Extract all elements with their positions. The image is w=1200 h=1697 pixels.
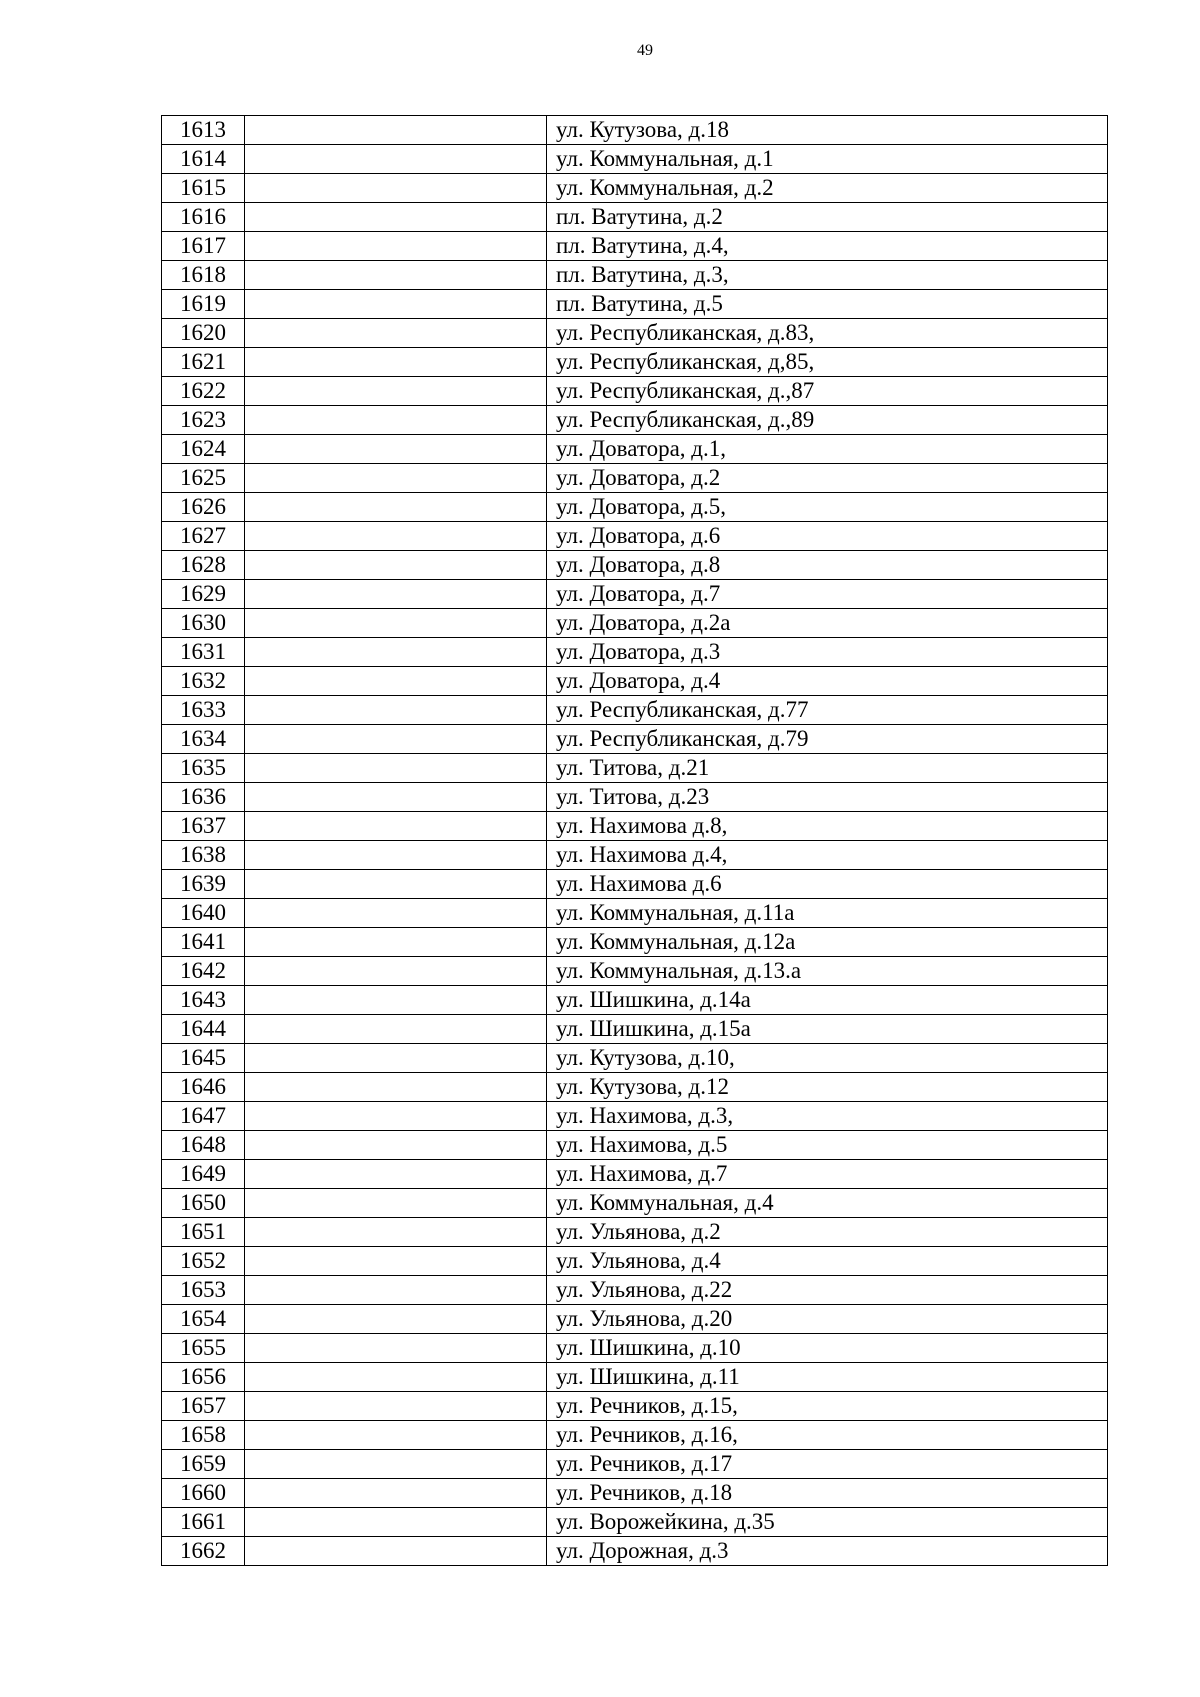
table-row: [162, 203, 1108, 232]
address-cell: ул. Доватора, д.1,: [547, 435, 1108, 464]
row-number-cell: 1648: [162, 1131, 245, 1160]
address-cell: ул. Титова, д.23: [547, 783, 1108, 812]
table-row: [162, 319, 1108, 348]
row-number-cell: 1613: [162, 116, 245, 145]
blank-cell: [245, 609, 547, 638]
blank-cell: [245, 1508, 547, 1537]
table-row: [162, 1537, 1108, 1566]
row-number-cell: 1636: [162, 783, 245, 812]
address-cell: ул. Ульянова, д.2: [547, 1218, 1108, 1247]
address-cell: ул. Коммунальная, д.4: [547, 1189, 1108, 1218]
blank-cell: [245, 1015, 547, 1044]
blank-cell: [245, 1363, 547, 1392]
address-cell: ул. Ворожейкина, д.35: [547, 1508, 1108, 1537]
address-cell: ул. Нахимова д.4,: [547, 841, 1108, 870]
row-number-cell: 1661: [162, 1508, 245, 1537]
blank-cell: [245, 1421, 547, 1450]
row-number-cell: 1653: [162, 1276, 245, 1305]
table-row: [162, 1247, 1108, 1276]
address-cell: ул. Республиканская, д.,89: [547, 406, 1108, 435]
blank-cell: [245, 1160, 547, 1189]
table-row: [162, 1450, 1108, 1479]
row-number-cell: 1640: [162, 899, 245, 928]
table-row: [162, 348, 1108, 377]
table-row: [162, 928, 1108, 957]
table-row: [162, 696, 1108, 725]
address-cell: ул. Доватора, д.6: [547, 522, 1108, 551]
row-number-cell: 1629: [162, 580, 245, 609]
table-row: [162, 464, 1108, 493]
row-number-cell: 1634: [162, 725, 245, 754]
blank-cell: [245, 319, 547, 348]
row-number-cell: 1615: [162, 174, 245, 203]
row-number-cell: 1620: [162, 319, 245, 348]
address-cell: ул. Доватора, д.3: [547, 638, 1108, 667]
address-cell: ул. Республиканская, д,85,: [547, 348, 1108, 377]
blank-cell: [245, 1392, 547, 1421]
address-table-body: [162, 116, 1108, 1566]
blank-cell: [245, 783, 547, 812]
blank-cell: [245, 1044, 547, 1073]
row-number-cell: 1619: [162, 290, 245, 319]
address-cell: ул. Шишкина, д.10: [547, 1334, 1108, 1363]
table-row: [162, 116, 1108, 145]
blank-cell: [245, 754, 547, 783]
blank-cell: [245, 203, 547, 232]
blank-cell: [245, 145, 547, 174]
table-row: [162, 1073, 1108, 1102]
address-cell: ул. Нахимова, д.3,: [547, 1102, 1108, 1131]
blank-cell: [245, 1218, 547, 1247]
row-number-cell: 1656: [162, 1363, 245, 1392]
table-row: [162, 667, 1108, 696]
table-row: [162, 1102, 1108, 1131]
table-row: [162, 522, 1108, 551]
row-number-cell: 1643: [162, 986, 245, 1015]
blank-cell: [245, 1334, 547, 1363]
table-row: [162, 1015, 1108, 1044]
address-cell: ул. Речников, д.18: [547, 1479, 1108, 1508]
table-row: [162, 812, 1108, 841]
row-number-cell: 1654: [162, 1305, 245, 1334]
table-row: [162, 1392, 1108, 1421]
address-cell: ул. Нахимова, д.7: [547, 1160, 1108, 1189]
row-number-cell: 1647: [162, 1102, 245, 1131]
blank-cell: [245, 261, 547, 290]
table-row: [162, 377, 1108, 406]
address-cell: ул. Шишкина, д.15а: [547, 1015, 1108, 1044]
row-number-cell: 1617: [162, 232, 245, 261]
table-row: [162, 870, 1108, 899]
table-row: [162, 261, 1108, 290]
row-number-cell: 1628: [162, 551, 245, 580]
blank-cell: [245, 551, 547, 580]
row-number-cell: 1649: [162, 1160, 245, 1189]
table-row: [162, 1334, 1108, 1363]
address-cell: ул. Кутузова, д.12: [547, 1073, 1108, 1102]
row-number-cell: 1626: [162, 493, 245, 522]
blank-cell: [245, 580, 547, 609]
address-cell: ул. Нахимова, д.5: [547, 1131, 1108, 1160]
table-row: [162, 609, 1108, 638]
row-number-cell: 1632: [162, 667, 245, 696]
address-cell: ул. Ульянова, д.22: [547, 1276, 1108, 1305]
row-number-cell: 1630: [162, 609, 245, 638]
table-row: [162, 1218, 1108, 1247]
table-row: [162, 435, 1108, 464]
address-cell: ул. Кутузова, д.10,: [547, 1044, 1108, 1073]
address-cell: ул. Доватора, д.8: [547, 551, 1108, 580]
blank-cell: [245, 1450, 547, 1479]
table-row: [162, 783, 1108, 812]
blank-cell: [245, 290, 547, 319]
address-cell: ул. Доватора, д.4: [547, 667, 1108, 696]
table-row: [162, 1508, 1108, 1537]
table-row: [162, 841, 1108, 870]
row-number-cell: 1631: [162, 638, 245, 667]
row-number-cell: 1624: [162, 435, 245, 464]
blank-cell: [245, 1073, 547, 1102]
blank-cell: [245, 435, 547, 464]
blank-cell: [245, 1102, 547, 1131]
address-cell: ул. Коммунальная, д.13.а: [547, 957, 1108, 986]
row-number-cell: 1645: [162, 1044, 245, 1073]
address-cell: ул. Республиканская, д.,87: [547, 377, 1108, 406]
row-number-cell: 1650: [162, 1189, 245, 1218]
table-row: [162, 1044, 1108, 1073]
row-number-cell: 1660: [162, 1479, 245, 1508]
table-row: [162, 754, 1108, 783]
blank-cell: [245, 493, 547, 522]
address-cell: пл. Ватутина, д.4,: [547, 232, 1108, 261]
row-number-cell: 1658: [162, 1421, 245, 1450]
address-cell: ул. Коммунальная, д.2: [547, 174, 1108, 203]
address-cell: ул. Доватора, д.7: [547, 580, 1108, 609]
table-row: [162, 1479, 1108, 1508]
blank-cell: [245, 1189, 547, 1218]
row-number-cell: 1633: [162, 696, 245, 725]
row-number-cell: 1627: [162, 522, 245, 551]
table-row: [162, 1305, 1108, 1334]
address-cell: ул. Нахимова д.8,: [547, 812, 1108, 841]
row-number-cell: 1623: [162, 406, 245, 435]
table-row: [162, 290, 1108, 319]
address-cell: ул. Ульянова, д.4: [547, 1247, 1108, 1276]
row-number-cell: 1652: [162, 1247, 245, 1276]
table-row: [162, 899, 1108, 928]
table-row: [162, 638, 1108, 667]
address-cell: пл. Ватутина, д.5: [547, 290, 1108, 319]
address-cell: ул. Титова, д.21: [547, 754, 1108, 783]
blank-cell: [245, 406, 547, 435]
table-row: [162, 493, 1108, 522]
row-number-cell: 1625: [162, 464, 245, 493]
table-row: [162, 1276, 1108, 1305]
address-cell: ул. Доватора, д.5,: [547, 493, 1108, 522]
table-row: [162, 725, 1108, 754]
address-cell: ул. Республиканская, д.83,: [547, 319, 1108, 348]
row-number-cell: 1616: [162, 203, 245, 232]
table-row: [162, 986, 1108, 1015]
blank-cell: [245, 174, 547, 203]
blank-cell: [245, 1247, 547, 1276]
table-row: [162, 957, 1108, 986]
address-cell: ул. Шишкина, д.14а: [547, 986, 1108, 1015]
address-cell: ул. Нахимова д.6: [547, 870, 1108, 899]
blank-cell: [245, 841, 547, 870]
row-number-cell: 1622: [162, 377, 245, 406]
address-cell: ул. Шишкина, д.11: [547, 1363, 1108, 1392]
blank-cell: [245, 725, 547, 754]
blank-cell: [245, 377, 547, 406]
blank-cell: [245, 1305, 547, 1334]
address-cell: ул. Доватора, д.2а: [547, 609, 1108, 638]
row-number-cell: 1614: [162, 145, 245, 174]
address-cell: ул. Кутузова, д.18: [547, 116, 1108, 145]
row-number-cell: 1641: [162, 928, 245, 957]
address-cell: ул. Речников, д.16,: [547, 1421, 1108, 1450]
blank-cell: [245, 870, 547, 899]
address-cell: ул. Республиканская, д.79: [547, 725, 1108, 754]
row-number-cell: 1618: [162, 261, 245, 290]
page-number: 49: [637, 42, 653, 59]
address-cell: ул. Ульянова, д.20: [547, 1305, 1108, 1334]
blank-cell: [245, 348, 547, 377]
table-row: [162, 406, 1108, 435]
table-row: [162, 551, 1108, 580]
blank-cell: [245, 116, 547, 145]
blank-cell: [245, 1131, 547, 1160]
row-number-cell: 1637: [162, 812, 245, 841]
address-table: [161, 115, 1108, 1566]
address-cell: ул. Дорожная, д.3: [547, 1537, 1108, 1566]
table-row: [162, 1189, 1108, 1218]
blank-cell: [245, 928, 547, 957]
row-number-cell: 1659: [162, 1450, 245, 1479]
blank-cell: [245, 464, 547, 493]
address-cell: пл. Ватутина, д.3,: [547, 261, 1108, 290]
row-number-cell: 1639: [162, 870, 245, 899]
row-number-cell: 1657: [162, 1392, 245, 1421]
blank-cell: [245, 1537, 547, 1566]
row-number-cell: 1662: [162, 1537, 245, 1566]
blank-cell: [245, 899, 547, 928]
address-cell: ул. Коммунальная, д.1: [547, 145, 1108, 174]
address-cell: ул. Республиканская, д.77: [547, 696, 1108, 725]
table-row: [162, 174, 1108, 203]
row-number-cell: 1638: [162, 841, 245, 870]
row-number-cell: 1651: [162, 1218, 245, 1247]
row-number-cell: 1644: [162, 1015, 245, 1044]
table-row: [162, 1160, 1108, 1189]
row-number-cell: 1621: [162, 348, 245, 377]
blank-cell: [245, 232, 547, 261]
address-cell: ул. Коммунальная, д.12а: [547, 928, 1108, 957]
table-row: [162, 232, 1108, 261]
table-row: [162, 1363, 1108, 1392]
table-row: [162, 1421, 1108, 1450]
blank-cell: [245, 986, 547, 1015]
address-cell: ул. Речников, д.17: [547, 1450, 1108, 1479]
address-cell: ул. Доватора, д.2: [547, 464, 1108, 493]
blank-cell: [245, 812, 547, 841]
blank-cell: [245, 638, 547, 667]
blank-cell: [245, 1276, 547, 1305]
address-cell: пл. Ватутина, д.2: [547, 203, 1108, 232]
table-row: [162, 145, 1108, 174]
table-row: [162, 1131, 1108, 1160]
address-cell: ул. Речников, д.15,: [547, 1392, 1108, 1421]
row-number-cell: 1655: [162, 1334, 245, 1363]
row-number-cell: 1642: [162, 957, 245, 986]
blank-cell: [245, 696, 547, 725]
row-number-cell: 1635: [162, 754, 245, 783]
blank-cell: [245, 957, 547, 986]
table-row: [162, 580, 1108, 609]
address-cell: ул. Коммунальная, д.11а: [547, 899, 1108, 928]
blank-cell: [245, 522, 547, 551]
row-number-cell: 1646: [162, 1073, 245, 1102]
blank-cell: [245, 1479, 547, 1508]
blank-cell: [245, 667, 547, 696]
